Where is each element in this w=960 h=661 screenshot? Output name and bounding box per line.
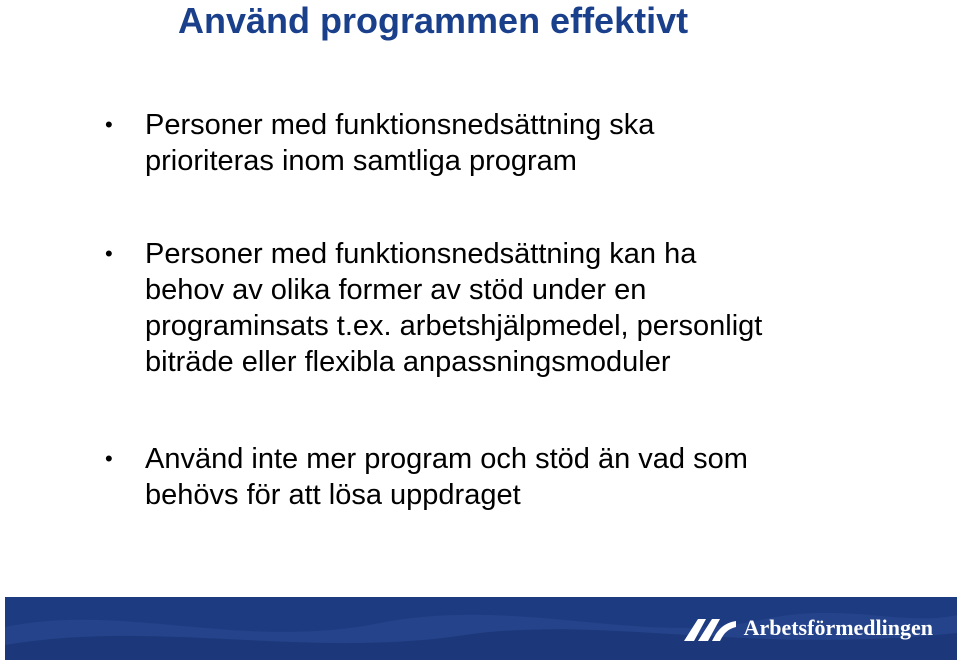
arbetsformedlingen-logo-icon [684,615,736,641]
bullet-dot-icon: • [105,446,113,471]
bullet-line: behövs för att lösa uppdraget [145,479,521,511]
bullet-line: Personer med funktionsnedsättning kan ha [145,238,697,270]
bullet-line: programinsats t.ex. arbetshjälpmedel, personligt [145,310,763,342]
bullet-dot-icon: • [105,241,113,266]
bullet-line: Använd inte mer program och stöd än vad som [145,443,748,475]
bullet-line: prioriteras inom samtliga program [145,145,577,177]
bullet-dot-icon: • [105,112,113,137]
bullet-text [145,107,845,179]
bullet-text [145,236,845,380]
logo [684,615,933,641]
logo-text: Arbetsförmedlingen [743,615,933,640]
footer-band [5,597,957,660]
bullet-line: biträde eller flexibla anpassningsmoduler [145,346,671,378]
bullet-text [145,441,845,513]
bullet-line: behov av olika former av stöd under en [145,274,647,306]
bullet-line: Personer med funktionsnedsättning ska [145,109,655,141]
slide-title: Använd programmen effektivt [178,0,689,41]
